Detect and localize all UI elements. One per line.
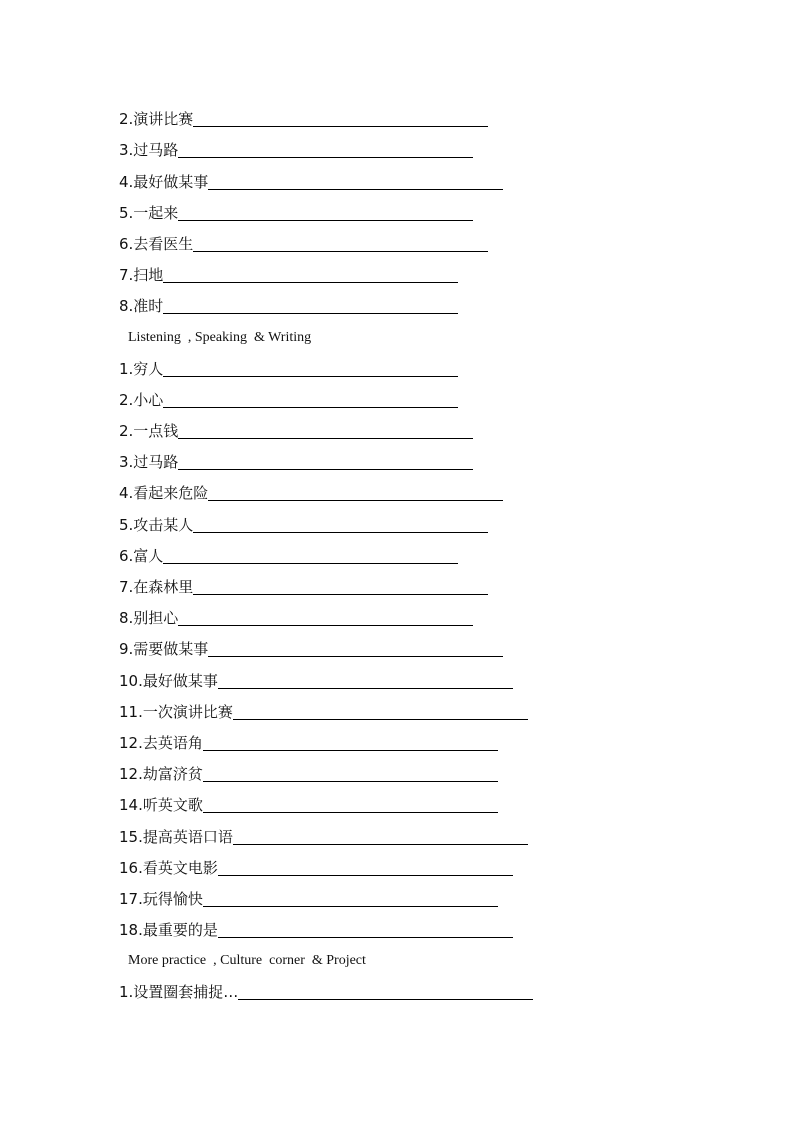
answer-blank[interactable] — [208, 499, 503, 501]
list-item — [119, 160, 739, 191]
answer-blank[interactable] — [178, 156, 473, 158]
list-item — [119, 379, 739, 410]
answer-blank[interactable] — [163, 375, 458, 377]
answer-blank[interactable] — [163, 406, 458, 408]
section-heading: Listening , Speaking & Writing — [128, 329, 312, 345]
item-label: 11.一次演讲比赛 — [119, 702, 233, 721]
answer-blank[interactable] — [178, 468, 473, 470]
list-item — [119, 909, 739, 940]
answer-blank[interactable] — [193, 250, 488, 252]
list-item — [119, 847, 739, 878]
list-item — [119, 129, 739, 160]
answer-blank[interactable] — [193, 125, 488, 127]
answer-blank[interactable] — [238, 998, 533, 1000]
answer-blank[interactable] — [203, 780, 498, 782]
item-label: 1.设置圈套捕捉… — [119, 983, 239, 1002]
list-item — [119, 254, 739, 285]
item-label: 5.攻击某人 — [119, 515, 194, 534]
item-label: 18.最重要的是 — [119, 921, 218, 940]
list-item — [119, 410, 739, 441]
item-label: 9.需要做某事 — [119, 640, 209, 659]
list-item — [119, 878, 739, 909]
answer-blank[interactable] — [178, 624, 473, 626]
list-item — [119, 784, 739, 815]
item-label: 12.去英语角 — [119, 733, 203, 752]
list-item — [119, 659, 739, 690]
list-item — [119, 815, 739, 846]
answer-blank[interactable] — [203, 811, 498, 813]
list-item — [119, 535, 739, 566]
answer-blank[interactable] — [178, 437, 473, 439]
item-label: 7.在森林里 — [119, 578, 194, 596]
list-item — [119, 472, 739, 503]
answer-blank[interactable] — [193, 593, 488, 595]
answer-blank[interactable] — [208, 655, 503, 657]
answer-blank[interactable] — [233, 843, 528, 845]
item-label: 14.听英文歌 — [119, 796, 203, 815]
item-label: 4.看起来危险 — [119, 484, 209, 503]
answer-blank[interactable] — [203, 749, 498, 751]
list-item — [119, 285, 739, 316]
list-item — [119, 223, 739, 254]
item-label: 15.提高英语口语 — [119, 827, 233, 846]
item-label: 8.别担心 — [119, 609, 179, 628]
list-item — [119, 691, 739, 722]
section-heading: More practice , Culture corner & Project — [128, 953, 366, 969]
list-item — [119, 566, 739, 597]
list-item — [119, 628, 739, 659]
list-item — [119, 98, 739, 129]
list-item — [119, 441, 739, 472]
answer-blank[interactable] — [163, 562, 458, 564]
list-item — [119, 722, 739, 753]
answer-blank[interactable] — [233, 718, 528, 720]
item-label: 5.一起来 — [119, 203, 179, 222]
list-item — [119, 192, 739, 223]
item-label: 7.扫地 — [119, 266, 164, 285]
item-label: 2.演讲比赛 — [119, 110, 194, 129]
list-item — [119, 503, 739, 534]
list-item — [119, 753, 739, 784]
answer-blank[interactable] — [193, 531, 488, 533]
item-label: 12.劫富济贫 — [119, 765, 203, 784]
item-label: 8.准时 — [119, 297, 164, 316]
answer-blank[interactable] — [208, 188, 503, 190]
answer-blank[interactable] — [203, 905, 498, 907]
answer-blank[interactable] — [218, 936, 513, 938]
item-label: 6.富人 — [119, 546, 164, 565]
list-item — [119, 597, 739, 628]
answer-blank[interactable] — [163, 312, 458, 314]
answer-blank[interactable] — [178, 219, 473, 221]
list-item — [119, 971, 739, 1002]
item-label: 4.最好做某事 — [119, 172, 209, 191]
item-label: 2.一点钱 — [119, 422, 179, 441]
answer-blank[interactable] — [163, 281, 458, 283]
item-label: 1.穷人 — [119, 359, 164, 378]
item-label: 16.看英文电影 — [119, 858, 218, 877]
item-label: 6.去看医生 — [119, 234, 194, 253]
worksheet-content — [119, 98, 739, 1002]
item-label: 3.过马路 — [119, 453, 179, 472]
answer-blank[interactable] — [218, 874, 513, 876]
item-label: 17.玩得愉快 — [119, 889, 203, 908]
list-item — [119, 348, 739, 379]
item-label: 3.过马路 — [119, 141, 179, 160]
item-label: 10.最好做某事 — [119, 671, 218, 690]
answer-blank[interactable] — [218, 687, 513, 689]
item-label: 2.小心 — [119, 390, 164, 409]
